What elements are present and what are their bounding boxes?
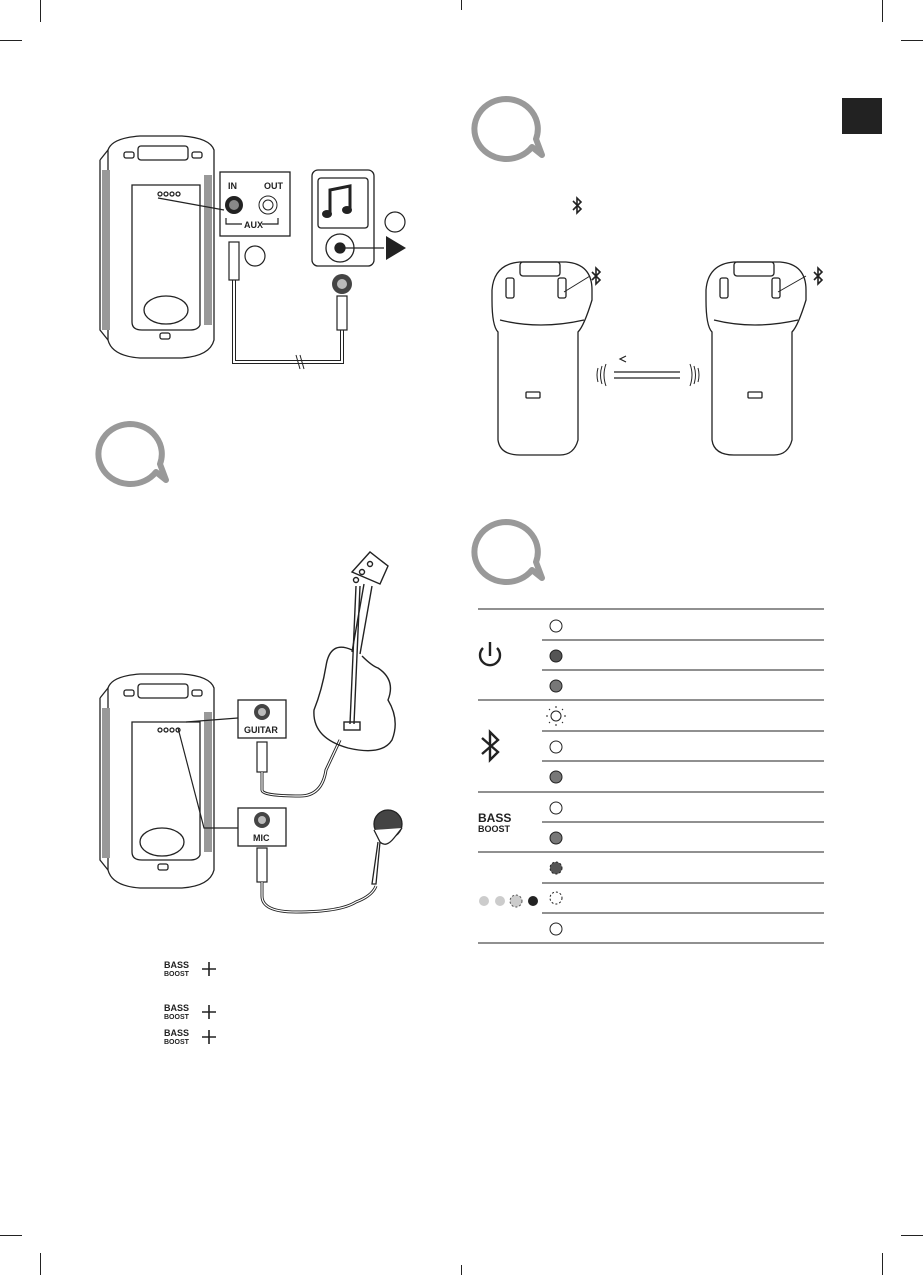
bluetooth-icon	[482, 732, 498, 760]
aux-out-label: OUT	[264, 181, 283, 191]
bass-boost-icon: BOOST	[478, 824, 511, 834]
bass-boost-label: BASS	[164, 1028, 190, 1038]
led-white-indicator	[550, 923, 562, 935]
bass-boost-icon: BASS	[478, 811, 512, 825]
bass-boost-label: BOOST	[164, 1039, 189, 1046]
led-white-indicator	[550, 620, 562, 632]
mic-label: MIC	[253, 833, 270, 843]
aux-label: AUX	[244, 220, 264, 230]
bass-boost-label: BASS	[164, 960, 190, 970]
bass-boost-label: BOOST	[164, 1014, 189, 1021]
battery-dots-icon	[479, 895, 538, 907]
led-flashing-indicator	[546, 706, 566, 726]
bass-boost-label: BASS	[164, 1003, 190, 1013]
led-dark-indicator	[550, 771, 562, 783]
power-icon	[480, 642, 500, 665]
bass-boost-label: BOOST	[164, 971, 189, 978]
led-dark-indicator	[550, 832, 562, 844]
led-dark-indicator	[550, 650, 562, 662]
led-white-indicator	[550, 802, 562, 814]
guitar-label: GUITAR	[244, 725, 278, 735]
led-white-dashed-indicator	[550, 892, 562, 904]
led-white-indicator	[550, 741, 562, 753]
aux-in-label: IN	[228, 181, 237, 191]
led-dark-dashed-indicator	[550, 862, 562, 874]
led-dark-indicator	[550, 680, 562, 692]
